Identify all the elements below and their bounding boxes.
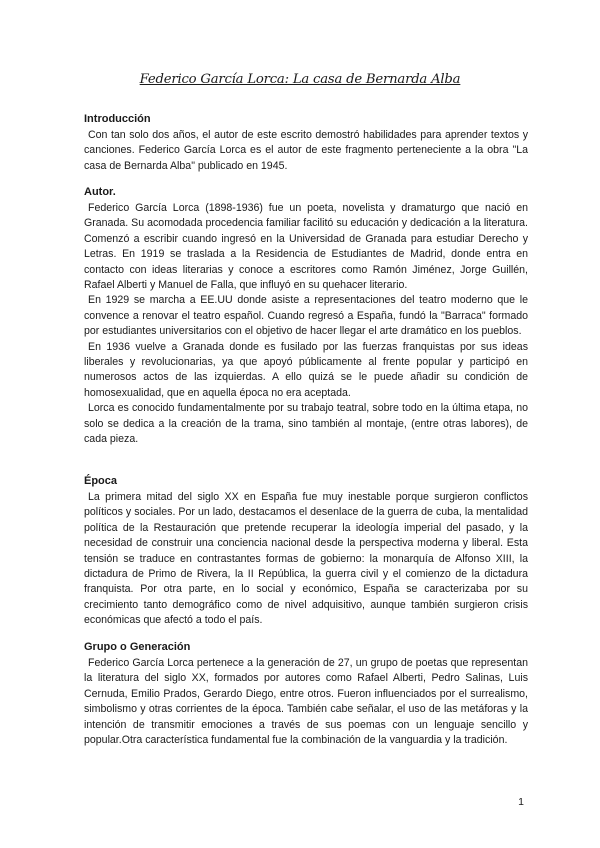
paragraph: Con tan solo dos años, el autor de este escrito demostró habilidades para aprender textos y canciones. Federico García Lorca es el autor de este fragmento perteneciente a la obra "La casa de Bernarda Alba" publicado en 1945. — [84, 129, 528, 172]
paragraph: La primera mitad del siglo XX en España fue muy inestable porque surgieron conflictos políticos y sociales. Por un lado, destacamos el desenlace de la guerra de cuba, la mentalidad política de la Restauración que pretende recuperar la ideología imperial del pasado, y la necesidad de construir una conciencia nacional desde la perspectiva moderna y liberal. Esta tensión se traduce en contrastantes formas de gobierno: la monarquía de Alfonso XIII, la dictadura de Primo de Rivera, la II República, la guerra civil y el comienzo de la dictadura franquista. Por otra parte, en lo social y económico, España se caracterizaba por su crecimiento tanto demográfico como de nivel adquisitivo, aunque también surgieron crisis económicas que afectó a todo el país. — [84, 491, 528, 627]
page-number: 1 — [518, 796, 524, 808]
section-autor — [84, 184, 528, 448]
paragraph: Lorca es conocido fundamentalmente por su trabajo teatral, sobre todo en la última etapa, no solo se dedica a la creación de la trama, sino también al montaje, (entre otras labores), de cada pieza. — [84, 402, 528, 446]
section-grupo-generacion — [84, 639, 528, 748]
section-heading: Autor. — [84, 186, 116, 198]
section-introduccion — [84, 111, 528, 174]
section-heading: Época — [84, 475, 118, 487]
section-heading: Grupo o Generación — [84, 641, 191, 653]
paragraph: En 1929 se marcha a EE.UU donde asiste a representaciones del teatro moderno que le convence a renovar el teatro español. Cuando regresó a España, fundó la "Barraca" formado por estudiantes universitarios con el objetivo de hacer llegar el arte dramático en los pueblos. — [84, 294, 528, 338]
paragraph: En 1936 vuelve a Granada donde es fusilado por las fuerzas franquistas por sus ideas liberales y revolucionarias, ya que apoyó públicamente al frente popular y participó en numerosos actos de las izquierdas. A ello quizá se le puede añadir su condición de homosexualidad, que en aquella época no era aceptada. — [84, 340, 528, 399]
document-title: Federico García Lorca: La casa de Bernarda Alba — [139, 72, 461, 87]
paragraph: Federico García Lorca (1898-1936) fue un poeta, novelista y dramaturgo que nació en Granada. Su acomodada procedencia familiar facilitó su educación y dedicación a la literatura. Comenzó a escribir cuando ingresó en la Universidad de Granada para estudiar Derecho y Letras. En 1919 se traslada a la Residencia de Estudiantes de Madrid, donde entra en contacto con ideas literarias y conoce a escritores como Ramón Jiménez, Jorge Guillén, Rafael Alberti y Manuel de Falla, que influyó en su quehacer literario. — [84, 202, 528, 292]
section-heading: Introducción — [84, 113, 151, 125]
paragraph: Federico García Lorca pertenece a la generación de 27, un grupo de poetas que representan la literatura del siglo XX, formados por autores como Rafael Alberti, Pedro Salinas, Luis Cernuda, Emilio Prados, Gerardo Diego, entre otros. Fueron influenciados por el surrealismo, simbolismo y otras corrientes de la época. También cabe señalar, el uso de las metáforas y la intención de transmitir emociones a través de sus poemas con un lenguaje sencillo y popular.Otra característica fundamental fue la combinación de la vanguardia y la tradición. — [84, 657, 528, 747]
section-epoca — [84, 473, 528, 629]
